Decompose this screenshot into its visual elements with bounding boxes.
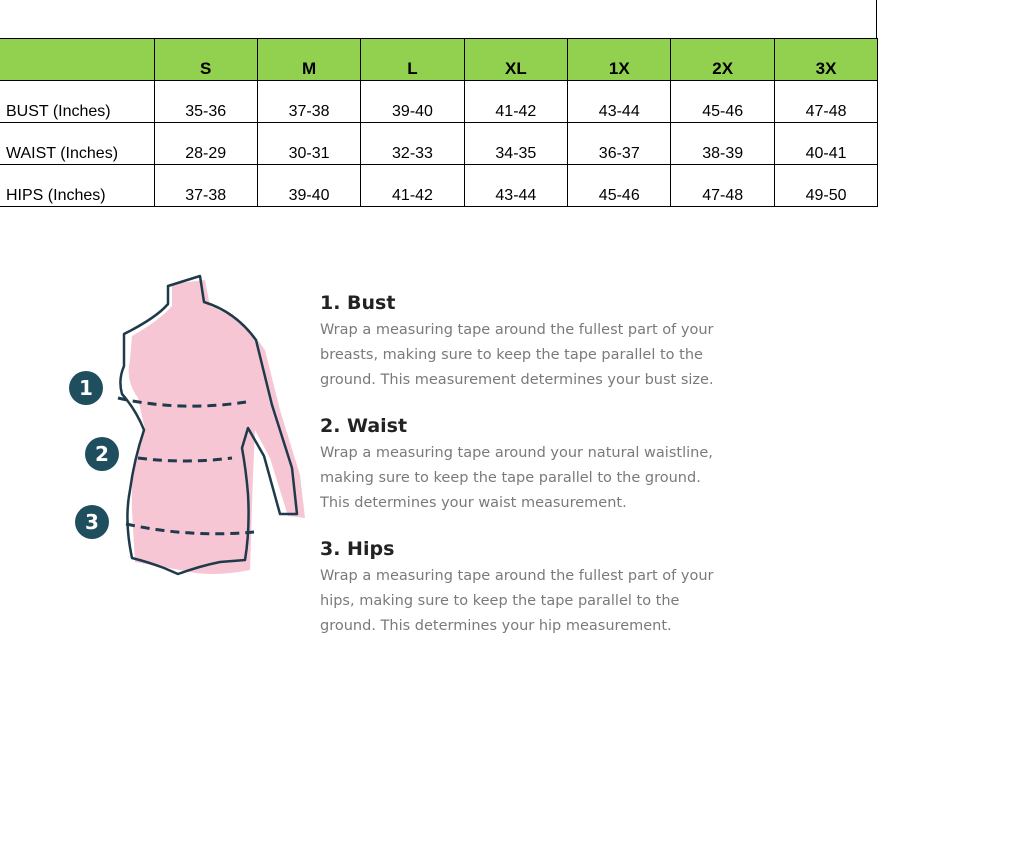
step-text: Wrap a measuring tape around your natural waistline, making sure to keep the tape parallel to the ground. This determines your waist measurement. [320, 445, 713, 511]
table-cell: 39-40 [361, 81, 464, 123]
header-blank [0, 39, 154, 81]
table-cell: 45-46 [671, 81, 774, 123]
measuring-guide [320, 292, 720, 661]
table-cell: 28-29 [154, 123, 257, 165]
table-row [0, 123, 878, 165]
table-cell: 36-37 [568, 123, 671, 165]
marker-1-label: 1 [79, 376, 93, 400]
row-label-hips: HIPS (Inches) [0, 165, 154, 207]
step-text: Wrap a measuring tape around the fullest part of your hips, making sure to keep the tape parallel to the ground. This determines your hip measurement. [320, 568, 714, 634]
table-cell: 40-41 [774, 123, 877, 165]
table-cell: 47-48 [774, 81, 877, 123]
table-cell: 37-38 [257, 81, 360, 123]
table-cell: 41-42 [464, 81, 567, 123]
table-cell: 35-36 [154, 81, 257, 123]
table-cell: 34-35 [464, 123, 567, 165]
table-cell: 32-33 [361, 123, 464, 165]
header-size-m: M [257, 39, 360, 81]
guide-step-hips [320, 538, 720, 639]
row-label-bust: BUST (Inches) [0, 81, 154, 123]
table-row [0, 165, 878, 207]
table-cell: 49-50 [774, 165, 877, 207]
table-row [0, 81, 878, 123]
marker-1 [69, 371, 103, 405]
measurement-figure-illustration [60, 270, 310, 590]
step-title: 2. Waist [320, 415, 408, 437]
header-size-1x: 1X [568, 39, 671, 81]
marker-3-label: 3 [85, 510, 99, 534]
guide-step-waist [320, 415, 720, 516]
table-cell: 30-31 [257, 123, 360, 165]
table-cell: 41-42 [361, 165, 464, 207]
table-cell: 37-38 [154, 165, 257, 207]
table-cell: 45-46 [568, 165, 671, 207]
step-title: 3. Hips [320, 538, 395, 560]
marker-2-label: 2 [95, 442, 109, 466]
header-size-l: L [361, 39, 464, 81]
size-chart-table [0, 38, 878, 207]
table-cell: 38-39 [671, 123, 774, 165]
header-size-3x: 3X [774, 39, 877, 81]
header-size-s: S [154, 39, 257, 81]
table-cell: 39-40 [257, 165, 360, 207]
table-top-border [876, 0, 877, 38]
marker-2 [85, 437, 119, 471]
step-text: Wrap a measuring tape around the fullest part of your breasts, making sure to keep the tape parallel to the ground. This measurement determines your bust size. [320, 322, 714, 388]
table-cell: 43-44 [464, 165, 567, 207]
header-size-xl: XL [464, 39, 567, 81]
table-header-row [0, 39, 878, 81]
marker-3 [75, 505, 109, 539]
table-cell: 47-48 [671, 165, 774, 207]
table-cell: 43-44 [568, 81, 671, 123]
header-size-2x: 2X [671, 39, 774, 81]
row-label-waist: WAIST (Inches) [0, 123, 154, 165]
step-title: 1. Bust [320, 292, 396, 314]
guide-step-bust [320, 292, 720, 393]
